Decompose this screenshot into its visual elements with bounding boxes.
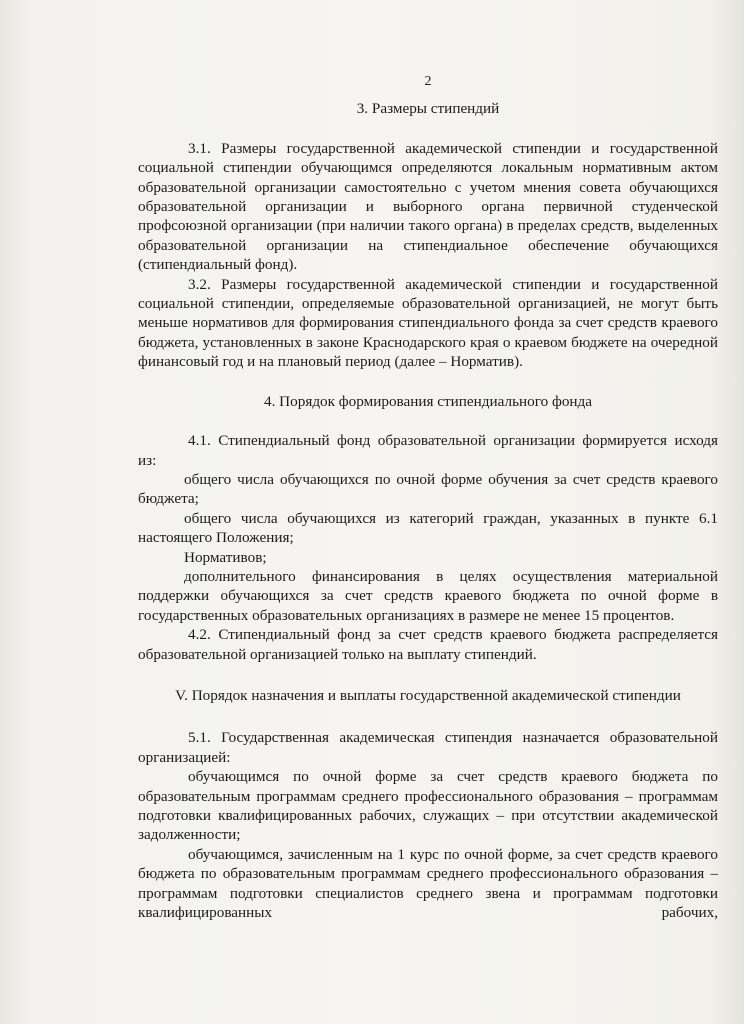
document-body (138, 68, 718, 922)
section-5-heading: V. Порядок назначения и выплаты государственной академической стипендии (175, 686, 681, 704)
paragraph-4-1-item-c: Нормативов; (184, 548, 267, 566)
paragraph-4-1: 4.1. Стипендиальный фонд образовательной организации формируется исходя из: (138, 432, 718, 469)
paragraph-3-2: 3.2. Размеры государственной академической стипендии и государственной социальной стипендии, определяемые образовательной организацией, не могут быть меньше нормативов для формирования стипендиального фонда за счет средств краевого бюджета, установленных в законе Краснодарского края о краевом бюджете на очередной финансовый год и на плановый период (далее – Норматив). (138, 275, 718, 371)
paragraph-5-1: 5.1. Государственная академическая стипендия назначается образовательной организацией: (138, 729, 718, 766)
paragraph-4-1-item-d: дополнительного финансирования в целях осуществления материальной поддержки обучающихся за счет средств краевого бюджета по очной форме в государственных образовательных организациях в размере не менее 15 процентов. (138, 567, 718, 624)
paragraph-4-1-item-a: общего числа обучающихся по очной форме обучения за счет средств краевого бюджета; (138, 470, 718, 508)
paragraph-5-1-item-b: обучающимся, зачисленным на 1 курс по очной форме, за счет средств краевого бюджета по образовательным программам среднего профессионального образования – программам подготовки специалистов среднего звена и программам подготовки квалифицированных рабочих, (138, 845, 718, 922)
page-number: 2 (424, 74, 432, 89)
section-4-heading: 4. Порядок формирования стипендиального фонда (263, 392, 593, 410)
paragraph-4-2: 4.2. Стипендиальный фонд за счет средств краевого бюджета распределяется образовательной организацией только на выплату стипендий. (138, 626, 718, 663)
section-3-heading: 3. Размеры стипендий (356, 100, 500, 118)
paragraph-3-1: 3.1. Размеры государственной академической стипендии и государственной социальной стипендии обучающимся определяются локальным нормативным актом образовательной организации самостоятельно с учетом мнения совета обучающихся образовательной организации и выборного органа первичной студенческой профсоюзной организации (при наличии такого органа) в пределах средств, выделенных образовательной организации на стипендиальное обеспечение обучающихся (стипендиальный фонд). (138, 139, 718, 274)
paragraph-4-1-item-b: общего числа обучающихся из категорий граждан, указанных в пункте 6.1 настоящего Положения; (138, 509, 718, 547)
paragraph-5-1-item-a: обучающимся по очной форме за счет средств краевого бюджета по образовательным программам среднего профессионального образования – программам подготовки квалифицированных рабочих, служащих – при отсутствии академической задолженности; (138, 768, 718, 844)
